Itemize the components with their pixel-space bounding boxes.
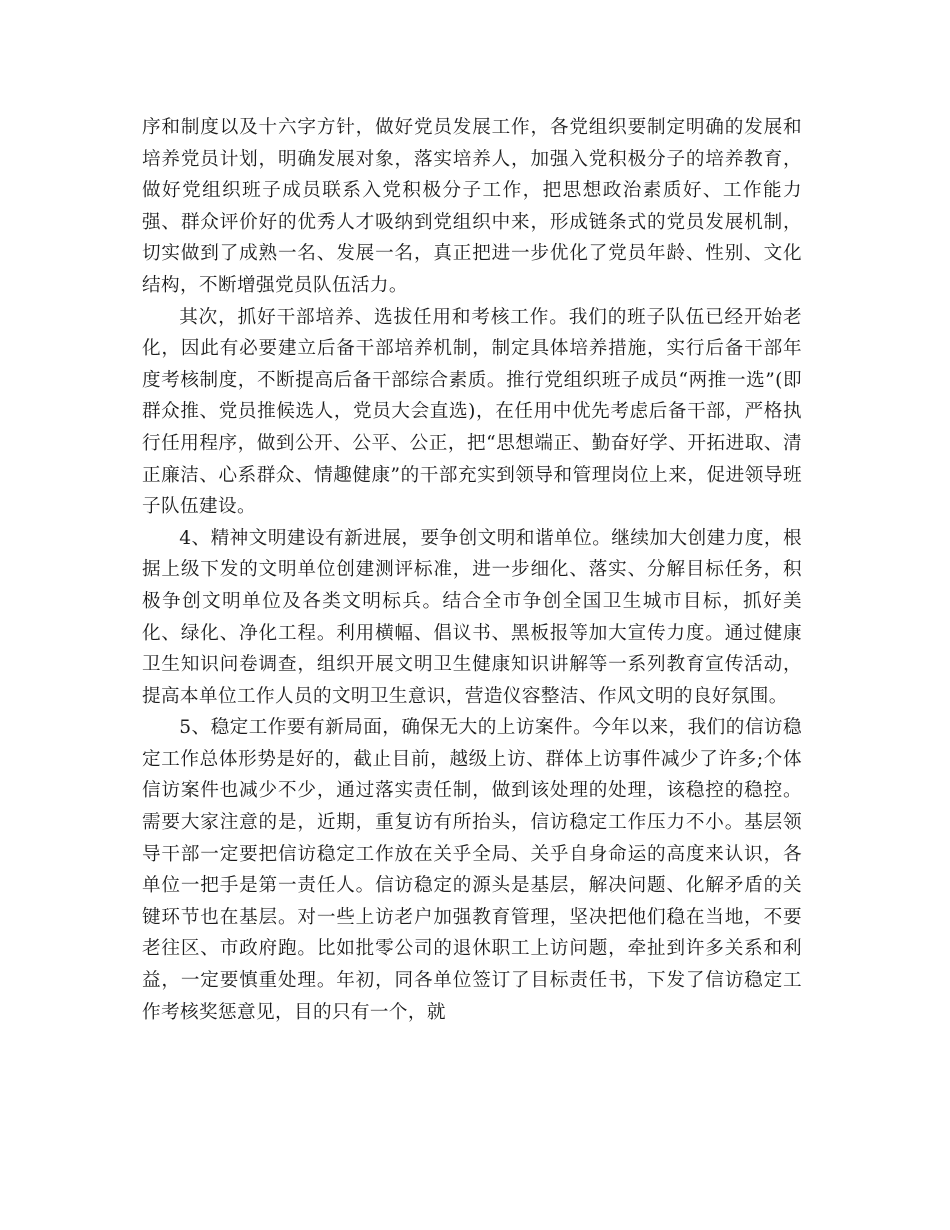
paragraph-stability-work: 5、稳定工作要有新局面，确保无大的上访案件。今年以来，我们的信访稳定工作总体形势是好的，截止目前，越级上访、群体上访事件减少了许多;个体信访案件也减少不少，通过落实责任制，做到该处理的处理，该稳控的稳控。需要大家注意的是，近期，重复访有所抬头，信访稳定工作压力不小。基层领导干部一定要把信访稳定工作放在关乎全局、关乎自身命运的高度来认识，各单位一把手是第一责任人。信访稳定的源头是基层，解决问题、化解矛盾的关键环节也在基层。对一些上访老户加强教育管理，坚决把他们稳在当地，不要老往区、市政府跑。比如批零公司的退休职工上访问题，牵扯到许多关系和利益，一定要慎重处理。年初，同各单位签订了目标责任书，下发了信访稳定工作考核奖惩意见，目的只有一个，就 xyxy=(142,717,802,1023)
paragraph-civilization-construction: 4、精神文明建设有新进展，要争创文明和谐单位。继续加大创建力度，根据上级下发的文明单位创建测评标准，进一步细化、落实、分解目标任务，积极争创文明单位及各类文明标兵。结合全市争创全国卫生城市目标，抓好美化、绿化、净化工程。利用横幅、倡议书、黑板报等加大宣传力度。通过健康卫生知识问卷调查，组织开展文明卫生健康知识讲解等一系列教育宣传活动，提高本单位工作人员的文明卫生意识，营造仪容整洁、作风文明的良好氛围。 xyxy=(142,527,802,707)
paragraph-party-member-development: 序和制度以及十六字方针，做好党员发展工作，各党组织要制定明确的发展和培养党员计划，明确发展对象，落实培养人，加强入党积极分子的培养教育，做好党组织班子成员联系入党积极分子工作，把思想政治素质好、工作能力强、群众评价好的优秀人才吸纳到党组织中来，形成链条式的党员发展机制，切实做到了成熟一名、发展一名，真正把进一步优化了党员年龄、性别、文化结构，不断增强党员队伍活力。 xyxy=(142,117,802,296)
document-body xyxy=(142,112,802,1028)
paragraph-cadre-training: 其次，抓好干部培养、选拔任用和考核工作。我们的班子队伍已经开始老化，因此有必要建立后备干部培养机制，制定具体培养措施，实行后备干部年度考核制度，不断提高后备干部综合素质。推行党组织班子成员“两推一选”(即群众推、党员推候选人，党员大会直选)，在任用中优先考虑后备干部，严格执行任用程序，做到公开、公平、公正，把“思想端正、勤奋好学、开拓进取、清正廉洁、心系群众、情趣健康”的干部充实到领导和管理岗位上来，促进领导班子队伍建设。 xyxy=(142,306,802,518)
